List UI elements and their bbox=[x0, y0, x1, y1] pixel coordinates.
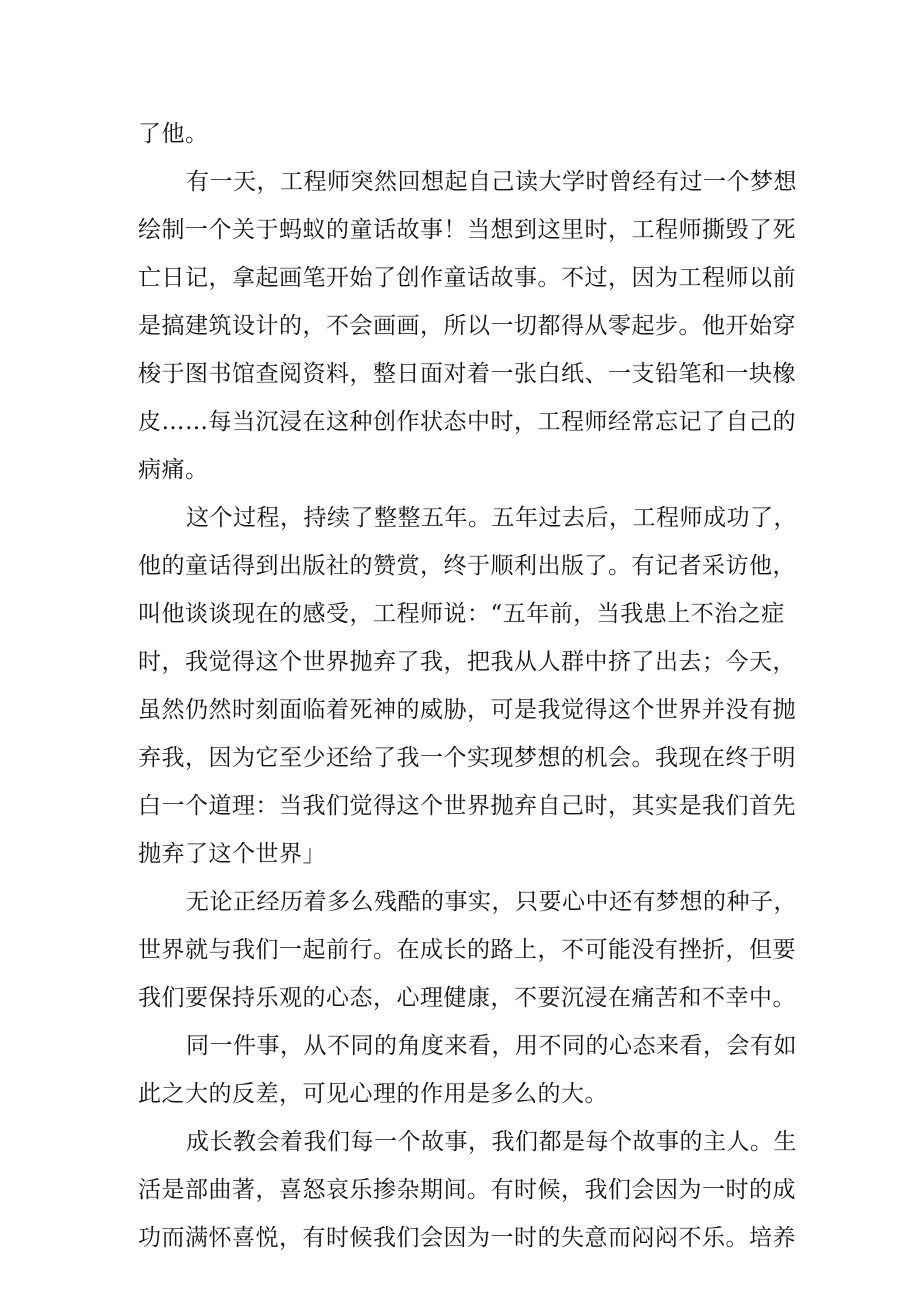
text-line: 我们要保持乐观的心态，心理健康，不要沉浸在痛苦和不幸中。 bbox=[138, 985, 796, 1011]
text-line: 亡日记，拿起画笔开始了创作童话故事。不过，因为工程师以前 bbox=[138, 265, 796, 291]
text-line: 弃我，因为它至少还给了我一个实现梦想的机会。我现在终于明 bbox=[138, 745, 796, 771]
text-line: 他的童话得到出版社的赞赏，终于顺利出版了。有记者采访他， bbox=[138, 553, 796, 579]
text-line: 这个过程，持续了整整五年。五年过去后，工程师成功了， bbox=[186, 505, 797, 531]
text-line: 了他。 bbox=[138, 121, 209, 147]
text-line: 有一天，工程师突然回想起自己读大学时曾经有过一个梦想 bbox=[186, 169, 797, 195]
text-line: 成长教会着我们每一个故事，我们都是每个故事的主人。生 bbox=[186, 1129, 797, 1155]
text-line: 虽然仍然时刻面临着死神的威胁，可是我觉得这个世界并没有抛 bbox=[138, 697, 796, 723]
text-line: 此之大的反差，可见心理的作用是多么的大。 bbox=[138, 1081, 608, 1107]
text-line: 皮……每当沉浸在这种创作状态中时，工程师经常忘记了自己的 bbox=[138, 409, 796, 435]
text-line: 功而满怀喜悦，有时候我们会因为一时的失意而闷闷不乐。培养 bbox=[138, 1225, 796, 1251]
text-line: 时，我觉得这个世界抛弃了我，把我从人群中挤了出去；今天， bbox=[138, 649, 796, 675]
text-line: 是搞建筑设计的，不会画画，所以一切都得从零起步。他开始穿 bbox=[138, 313, 796, 339]
text-line: 无论正经历着多么残酷的事实，只要心中还有梦想的种子， bbox=[186, 889, 797, 915]
text-line: 病痛。 bbox=[138, 457, 209, 483]
text-line: 叫他谈谈现在的感受，工程师说：“五年前，当我患上不治之症 bbox=[138, 601, 785, 627]
text-line: 白一个道理：当我们觉得这个世界抛弃自己时，其实是我们首先 bbox=[138, 793, 796, 819]
text-line: 活是部曲著，喜怒哀乐掺杂期间。有时候，我们会因为一时的成 bbox=[138, 1177, 796, 1203]
text-line: 绘制一个关于蚂蚁的童话故事！当想到这里时，工程师撕毁了死 bbox=[138, 217, 796, 243]
text-line: 梭于图书馆查阅资料，整日面对着一张白纸、一支铅笔和一块橡 bbox=[138, 361, 796, 387]
text-line: 世界就与我们一起前行。在成长的路上，不可能没有挫折，但要 bbox=[138, 937, 796, 963]
text-line: 同一件事，从不同的角度来看，用不同的心态来看，会有如 bbox=[186, 1033, 797, 1059]
text-line: 抛弃了这个世界」 bbox=[138, 841, 326, 867]
